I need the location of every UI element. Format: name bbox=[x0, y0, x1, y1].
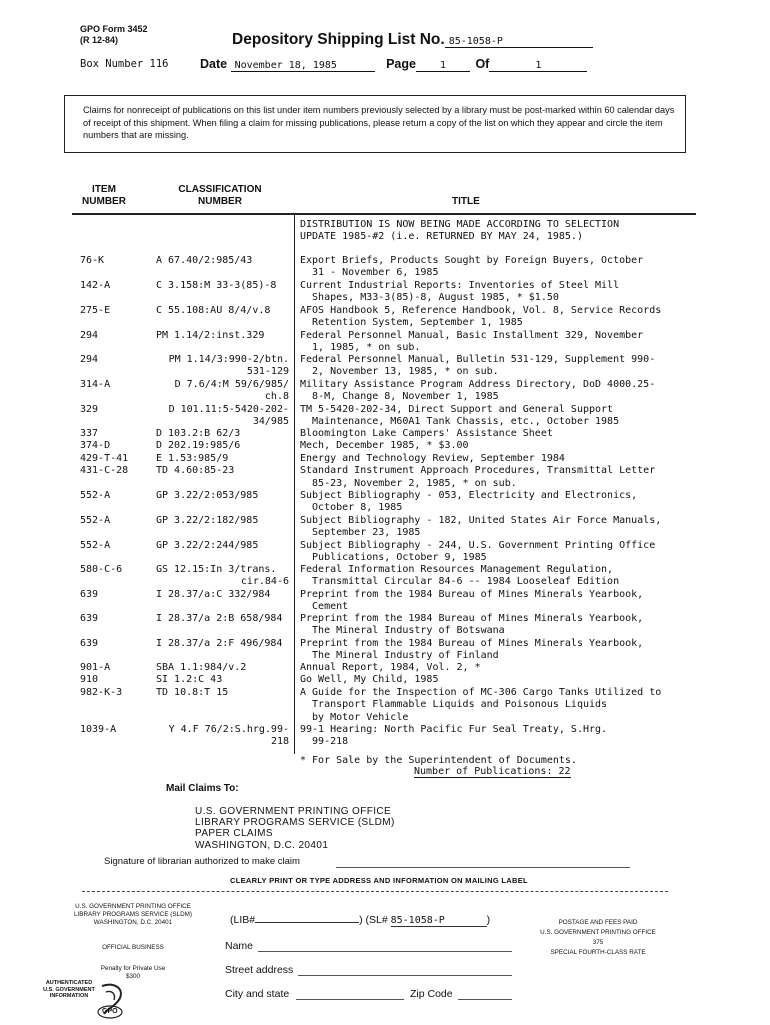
publication-title: AFOS Handbook 5, Reference Handbook, Vol. 8, Service Records Retention System, September 1, 1985 bbox=[300, 305, 662, 329]
item-number: 294 bbox=[80, 354, 99, 365]
classification-line: GS 12.15:In 3/trans. bbox=[156, 564, 277, 575]
publication-title: Current Industrial Reports: Inventories of Steel Mill Shapes, M33-3(85)-8, August 1985, * $1.50 bbox=[300, 280, 620, 304]
publication-title: Subject Bibliography - 053, Electricity and Electronics, October 8, 1985 bbox=[300, 490, 638, 514]
close-paren: ) bbox=[486, 914, 491, 926]
item-number: 901-A 910 982-K-3 bbox=[80, 662, 123, 698]
form-id bbox=[80, 24, 148, 46]
name-label: Name bbox=[225, 940, 254, 952]
list-number: 85-1058-P bbox=[445, 36, 593, 48]
item-number: 337 374-D 429-T-41 431-C-28 bbox=[80, 428, 129, 477]
title-column-divider bbox=[294, 214, 295, 754]
of-value: 1 bbox=[489, 60, 587, 72]
lib-sl-line bbox=[230, 914, 490, 927]
publication-title: Preprint from the 1984 Bureau of Mines Minerals Yearbook, The Mineral Industry of Botswana bbox=[300, 613, 644, 637]
publication-title: Annual Report, 1984, Vol. 2, * Go Well, My Child, 1985 A Guide for the Inspection of MC-306 Cargo Tanks Utilized to Transport Flammable Liquids and Poisonous Liquids by Motor Vehicle bbox=[300, 662, 662, 723]
item-number: 552-A bbox=[80, 515, 111, 526]
box-number: Box Number 116 bbox=[80, 58, 169, 70]
classification-number: C 55.108:AU 8/4/v.8 bbox=[156, 305, 271, 316]
classification-line: I 28.37/a:C 332/984 bbox=[156, 588, 271, 600]
publication-title: Federal Personnel Manual, Bulletin 531-129, Supplement 990- 2, November 13, 1985, * on sub. bbox=[300, 354, 656, 378]
claims-notice-box bbox=[64, 95, 686, 153]
item-number: 294 bbox=[80, 330, 99, 341]
item-number: 552-A bbox=[80, 540, 111, 551]
mail-claims-label: Mail Claims To: bbox=[166, 783, 239, 794]
page-label: Page bbox=[386, 57, 416, 71]
publication-title: Bloomington Lake Campers' Assistance Sheet Mech, December 1985, * $3.00 Energy and Technology Review, September 1984 Standard Instrument Approach Procedures, Transmittal Letter 85-23, November 2, 1985, * on sub. bbox=[300, 428, 656, 489]
header-rule bbox=[72, 213, 696, 215]
item-number: 552-A bbox=[80, 490, 111, 501]
title-label: Depository Shipping List No. bbox=[232, 31, 445, 48]
date-value: November 18, 1985 bbox=[231, 60, 375, 72]
classification-number: D 103.2:B 62/3 D 202.19:985/6 E 1.53:985/9 TD 4.60:85-23 bbox=[156, 428, 241, 477]
classification-number: D 7.6/4:M 59/6/985/ ch.8 bbox=[174, 379, 289, 403]
classification-number: D 101.11:5-5420-202- 34/985 bbox=[168, 404, 289, 428]
publication-title: Military Assistance Program Address Directory, DoD 4000.25- 8-M, Change 8, November 1, 1985 bbox=[300, 379, 656, 403]
classification-header: CLASSIFICATION NUMBER bbox=[178, 184, 262, 207]
distribution-note: DISTRIBUTION IS NOW BEING MADE ACCORDING TO SELECTION UPDATE 1985-#2 (i.e. RETURNED BY MAY 24, 1985.) bbox=[300, 219, 620, 243]
cut-line bbox=[82, 891, 668, 892]
zip-label: Zip Code bbox=[410, 988, 453, 1000]
classification-number: PM 1.14/2:inst.329 bbox=[156, 330, 265, 341]
lib-number-field[interactable] bbox=[255, 922, 359, 923]
gpo-mark: GPO bbox=[102, 1008, 118, 1015]
official-business: OFFICIAL BUSINESS bbox=[102, 944, 164, 951]
item-number: 275-E bbox=[80, 305, 111, 316]
postage-indicia: POSTAGE AND FEES PAID U.S. GOVERNMENT PRINTING OFFICE 375 SPECIAL FOURTH-CLASS RATE bbox=[540, 919, 656, 956]
street-label: Street address bbox=[225, 964, 294, 976]
item-number: 76-K bbox=[80, 255, 105, 266]
sl-number: 85-1058-P bbox=[391, 915, 487, 927]
signature-field[interactable] bbox=[336, 867, 630, 868]
publication-title: TM 5-5420-202-34, Direct Support and General Support Maintenance, M60A1 Tank Chassis, etc., October 1985 bbox=[300, 404, 620, 428]
sl-label: ) (SL# bbox=[359, 914, 388, 926]
publication-title: Subject Bibliography - 244, U.S. Government Printing Office Publications, October 9, 1985 bbox=[300, 540, 656, 564]
print-instruction: CLEARLY PRINT OR TYPE ADDRESS AND INFORMATION ON MAILING LABEL bbox=[230, 876, 528, 885]
classification-number: C 3.158:M 33-3(85)-8 bbox=[156, 280, 277, 291]
return-address: U.S. GOVERNMENT PRINTING OFFICE LIBRARY PROGRAMS SERVICE (SLDM) WASHINGTON, D.C. 20401 bbox=[74, 903, 192, 926]
item-number: 329 bbox=[80, 404, 99, 415]
classification-number: I 28.37/a 2:B 658/984 bbox=[156, 613, 283, 624]
publication-title: Federal Personnel Manual, Basic Installment 329, November 1, 1985, * on sub. bbox=[300, 330, 644, 354]
sale-footnote: * For Sale by the Superintendent of Documents. bbox=[300, 755, 577, 766]
classification-number: Y 4.F 76/2:S.hrg.99- 218 bbox=[168, 724, 289, 748]
name-field[interactable] bbox=[258, 951, 512, 952]
classification-number: GP 3.22/2:244/985 bbox=[156, 540, 259, 551]
street-field[interactable] bbox=[298, 975, 512, 976]
publication-title: Preprint from the 1984 Bureau of Mines Minerals Yearbook, The Mineral Industry of Finland bbox=[300, 638, 644, 662]
classification-number: I 28.37/a 2:F 496/984 bbox=[156, 638, 283, 649]
city-label: City and state bbox=[225, 988, 290, 1000]
claims-notice: Claims for nonreceipt of publications on this list under item numbers previously selected by a library must be post-marked within 60 calendar days of receipt of this shipment. When filing a claim for missing publications, please return a copy of the list on which they appear and circle the item numbers that are missing. bbox=[83, 105, 675, 140]
of-label: Of bbox=[475, 57, 490, 71]
publication-count: Number of Publications: 22 bbox=[414, 766, 571, 777]
form-revision: (R 12-84) bbox=[80, 35, 119, 45]
publication-title: 99-1 Hearing: North Pacific Fur Seal Treaty, S.Hrg. 99-218 bbox=[300, 724, 608, 748]
lib-label: (LIB# bbox=[230, 914, 256, 926]
title-header: TITLE bbox=[452, 196, 480, 207]
publication-title: Export Briefs, Products Sought by Foreign Buyers, October 31 - November 6, 1985 bbox=[300, 255, 644, 279]
classification-number: GP 3.22/2:053/985 bbox=[156, 490, 259, 501]
item-number: 580-C-6 639 bbox=[80, 564, 123, 600]
item-number: 639 bbox=[80, 638, 99, 649]
classification-number bbox=[156, 564, 289, 601]
seal-text: AUTHENTICATED U.S. GOVERNMENT INFORMATION bbox=[43, 980, 95, 1000]
item-number-header: ITEM NUMBER bbox=[82, 184, 126, 207]
item-number: 639 bbox=[80, 613, 99, 624]
signature-label: Signature of librarian authorized to make claim bbox=[104, 856, 300, 867]
classification-number: GP 3.22/2:182/985 bbox=[156, 515, 259, 526]
item-number: 1039-A bbox=[80, 724, 117, 735]
date-line bbox=[200, 57, 587, 72]
classification-number: PM 1.14/3:990-2/btn. 531-129 bbox=[168, 354, 289, 378]
classification-number: SBA 1.1:984/v.2 SI 1.2:C 43 TD 10.8:T 15 bbox=[156, 662, 247, 698]
page-title bbox=[232, 31, 593, 49]
classification-number: A 67.40/2:985/43 bbox=[156, 255, 253, 266]
city-field[interactable] bbox=[296, 999, 404, 1000]
item-number: 142-A bbox=[80, 280, 111, 291]
publication-title: Subject Bibliography - 182, United States Air Force Manuals, September 23, 1985 bbox=[300, 515, 662, 539]
zip-field[interactable] bbox=[458, 999, 512, 1000]
penalty-notice: Penalty for Private Use $300 bbox=[100, 965, 166, 980]
item-number: 314-A bbox=[80, 379, 111, 390]
date-label: Date bbox=[200, 57, 228, 71]
claims-address: U.S. GOVERNMENT PRINTING OFFICE LIBRARY PROGRAMS SERVICE (SLDM) PAPER CLAIMS WASHINGTON, D.C. 20401 bbox=[195, 806, 395, 851]
page-value: 1 bbox=[416, 60, 470, 72]
form-number: GPO Form 3452 bbox=[80, 24, 148, 34]
classification-line: cir.84-6 bbox=[240, 576, 289, 588]
publication-title: Federal Information Resources Management Regulation, Transmittal Circular 84-6 -- 1984 Looseleaf Edition Preprint from the 1984 Bureau of Mines Minerals Yearbook, Cement bbox=[300, 564, 644, 613]
